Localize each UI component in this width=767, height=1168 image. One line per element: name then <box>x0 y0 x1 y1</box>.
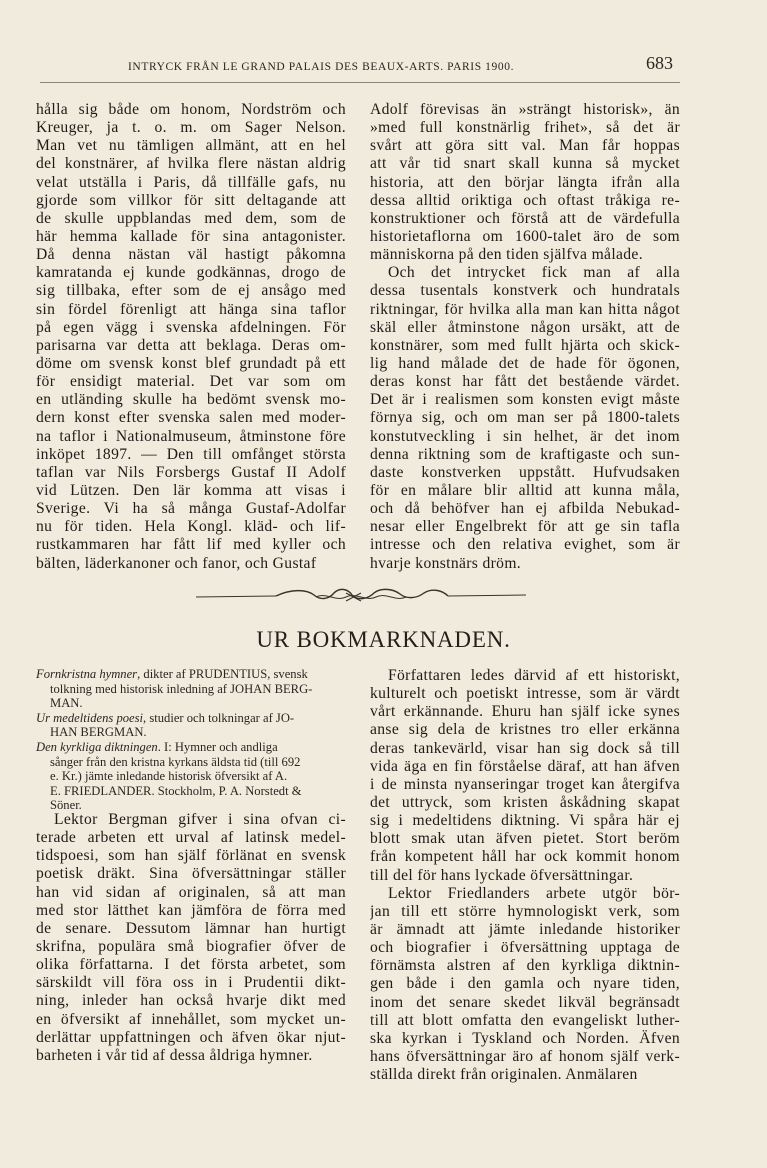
text-line: nesar eller Engelbrekt för att ge sin tafla <box>370 518 680 536</box>
text-line: del konstnärer, af hvilka flere nästan aldrig <box>36 155 346 173</box>
text-line: lig hand målade det de hade för ögonen, <box>370 354 680 372</box>
text-line: derlättar uppfattningen och äfven ökar njut- <box>36 1028 346 1046</box>
text-line: olika författarna. I det första arbetet, som <box>36 956 346 974</box>
text-line: en öfversikt af innehållet, som mycket un- <box>36 1010 346 1028</box>
text-line: jan till ett större hymnologiskt verk, som <box>370 902 680 920</box>
text-line: historietaflorna om 1600-talet äro de som <box>370 227 680 245</box>
citation-line: Den kyrkliga diktningen. I: Hymner och andliga <box>36 739 278 754</box>
text-line: Författaren ledes därvid af ett historiskt, <box>388 667 680 684</box>
text-line: nu för tiden. Hela Kongl. kläd- och lif- <box>36 518 346 536</box>
text-line: terade arbeten ett urval af latinsk medel- <box>36 829 346 847</box>
text-line: ska kyrkan i Tyskland och Norden. Äfven <box>370 1029 680 1047</box>
text-line: riktningar, för hvilka alla man kan hitta något <box>370 300 680 318</box>
text-line: Och det intrycket fick man af alla <box>388 264 680 282</box>
text-line: för en målare blir alltid att kunna måla, <box>370 481 680 499</box>
citation-line: e. Kr.) jämte inledande historisk öfversikt af A. <box>50 769 288 784</box>
page-number: 683 <box>646 53 673 73</box>
text-line: döme om svensk konst blef grundadt på ett <box>36 354 346 372</box>
text-line: parisarna var detta att beklaga. Deras om- <box>36 336 346 354</box>
review-column-left <box>36 811 346 1065</box>
text-line: vårt erkännande. Ehuru han själf icke synes <box>370 703 680 721</box>
text-line: hans öfversättningar äro af honom själf verk- <box>370 1047 680 1065</box>
text-line: dern konst efter svenska salen med moder- <box>36 409 346 427</box>
text-line: »med full konstnärlig frihet», så det är <box>370 119 680 137</box>
text-line: bälten, läderkanoner och fanor, och Gustaf <box>36 554 317 572</box>
text-line: kulturelt och poetiskt intresse, som är värdt <box>370 685 680 703</box>
book-citations <box>36 667 346 813</box>
running-head: INTRYCK FRÅN LE GRAND PALAIS DES BEAUX-ARTS. PARIS 1900. <box>128 61 515 73</box>
text-line: de skulle uppblandas med dem, som de <box>36 209 346 227</box>
text-line: Adolf förevisas än »strängt historisk», än <box>370 101 680 118</box>
text-line: poetisk dräkt. Sina öfversättningar ställer <box>36 865 346 883</box>
text-line: Det är i realismen som konsten evigt måste <box>370 391 680 409</box>
text-line: velat utställa i Paris, då tillfälle gafs, nu <box>36 173 346 191</box>
text-line: från kompetent håll har ock kommit honom <box>370 848 680 866</box>
text-line: med stor lätthet kan jämföra de förra med <box>36 901 346 919</box>
text-line: Kreuger, ja t. o. m. om Sager Nelson. <box>36 119 346 137</box>
text-line: rustkammaren har fått lif med kyller och <box>36 536 346 554</box>
text-line: vid Lützen. Den lär komma att visas i <box>36 481 346 499</box>
text-line: konstutveckling i sin helhet, är det inom <box>370 427 680 445</box>
text-line: särskildt vill föra oss in i Prudentii dikt- <box>36 974 346 992</box>
text-line: till del för hans lyckade öfversättningar. <box>370 866 634 884</box>
text-line: människorna på den tiden själfva målade. <box>370 246 643 264</box>
ornamental-divider-icon <box>196 581 526 611</box>
text-line: är ämnadt att jämte inledande historiker <box>370 920 680 938</box>
citation-line: HAN BERGMAN. <box>50 725 147 740</box>
text-line: ning, inleder han också hvarje dikt med <box>36 992 346 1010</box>
text-line: Sverige. Vi ha så många Gustaf-Adolfar <box>36 500 346 518</box>
text-line: skrifna, populära små biografier öfver de <box>36 937 346 955</box>
text-line: gjorde som villkor för sitt deltagande att <box>36 191 346 209</box>
text-line: hålla sig både om honom, Nordström och <box>36 101 346 118</box>
text-line: hvarje konstnärs dröm. <box>370 554 522 572</box>
text-line: förnämsta alstren af den kyrkliga diktnin- <box>370 957 680 975</box>
text-line: sig tillbaka, efter som de ej ansågo med <box>36 282 346 300</box>
text-line: vida äga en fin förståelse däraf, att han äfven <box>370 757 680 775</box>
text-line: och biografier i öfversättning upptaga de <box>370 939 680 957</box>
text-line: på egen vägg i svenska afdelningen. För <box>36 318 346 336</box>
text-line: blott smak utan äfven pietet. Stort beröm <box>370 830 680 848</box>
citation-line: Ur medeltidens poesi, studier och tolkningar af JO- <box>36 710 295 725</box>
text-line: de senare. Dessutom lämnar han hurtigt <box>36 919 346 937</box>
text-line: deras tankevärld, visar han sig dock så till <box>370 739 680 757</box>
text-line: daste konstverken uppstått. Hufvudsaken <box>370 463 680 481</box>
header-rule <box>40 82 680 83</box>
article-column-left <box>36 101 346 573</box>
text-line: Man vet nu tämligen allmänt, att en hel <box>36 137 346 155</box>
text-line: dessa tusentals konstverk och hundratals <box>370 282 680 300</box>
text-line: deras konst har fått det bestående värdet. <box>370 373 680 391</box>
text-line: na taflor i Nationalmuseum, åtminstone före <box>36 427 346 445</box>
text-line: han vid sidan af originalen, så att man <box>36 883 346 901</box>
text-line: sig i medeltidens diktning. Vi spåra här ej <box>370 812 680 830</box>
citation-line: sånger från den kristna kyrkans äldsta tid (till 692 <box>50 754 301 769</box>
text-line: Då denna nästan väl hastigt påkomna <box>36 246 346 264</box>
text-line: Lektor Bergman gifver i sina ofvan ci- <box>54 811 346 828</box>
text-line: gen både i den gamla och nyare tiden, <box>370 975 680 993</box>
article-column-right <box>370 101 680 573</box>
citation-line: Söner. <box>50 798 82 813</box>
citation-line: E. FRIEDLANDER. Stockholm, P. A. Norstedt & <box>50 783 302 798</box>
text-line: för ensidigt material. Det var som om <box>36 373 346 391</box>
text-line: här hemma kallade för sina antagonister. <box>36 227 346 245</box>
text-line: Lektor Friedlanders arbete utgör bör- <box>388 884 680 902</box>
text-line: konstnärer, som med fullt hjärta och skick- <box>370 336 680 354</box>
text-line: sin fördel förenligt att hänga sina taflor <box>36 300 346 318</box>
text-line: förnya sig, och om man ser på 1800-talets <box>370 409 680 427</box>
text-line: kamratanda ej kunde godkännas, drogo de <box>36 264 346 282</box>
text-line: det uttryck, som kristen åskådning skapat <box>370 793 680 811</box>
text-line: ställda direkt från originalen. Anmälaren <box>370 1066 638 1084</box>
section-title: UR BOKMARKNADEN. <box>256 627 511 652</box>
text-line: inköpet 1897. — Den till omfånget största <box>36 445 346 463</box>
text-line: till att blott omfatta den evangeliskt luther- <box>370 1011 680 1029</box>
review-column-right <box>370 667 680 1084</box>
text-line: skäl eller åtminstone någon ursäkt, att de <box>370 318 680 336</box>
text-line: konstruktioner och förstå att de värdefulla <box>370 209 680 227</box>
text-line: inom det senare skedet likväl begränsadt <box>370 993 680 1011</box>
text-line: dessa alltid oriktiga och oftast tråkiga re- <box>370 191 680 209</box>
citation-line: MAN. <box>50 696 83 711</box>
text-line: taflan var Nils Forsbergs Gustaf II Adolf <box>36 463 346 481</box>
text-line: en utländing skulle ha bedömt svensk mo- <box>36 391 346 409</box>
citation-line: Fornkristna hymner, dikter af PRUDENTIUS, svensk <box>36 667 308 681</box>
text-line: och då behöfver han ej afbilda Nebukad- <box>370 500 680 518</box>
text-line: denna riktning som de kraftigaste och sun- <box>370 445 680 463</box>
text-line: att vår tid snart skall kunna så mycket <box>370 155 680 173</box>
text-line: barheten i vår tid af dessa åldriga hymner. <box>36 1046 313 1064</box>
citation-line: tolkning med historisk inledning af JOHAN BERG- <box>50 681 313 696</box>
text-line: tidspoesi, som han själf förlänat en svensk <box>36 847 346 865</box>
text-line: historia, att den börjar längta ifrån alla <box>370 173 680 191</box>
text-line: i de minsta nyanseringar troget kan återgifva <box>370 775 680 793</box>
text-line: intresse och den relativa evighet, som är <box>370 536 680 554</box>
text-line: anse sig dela de kristnes tro eller erkänna <box>370 721 680 739</box>
text-line: svårt att göra sitt val. Man får hoppas <box>370 137 680 155</box>
